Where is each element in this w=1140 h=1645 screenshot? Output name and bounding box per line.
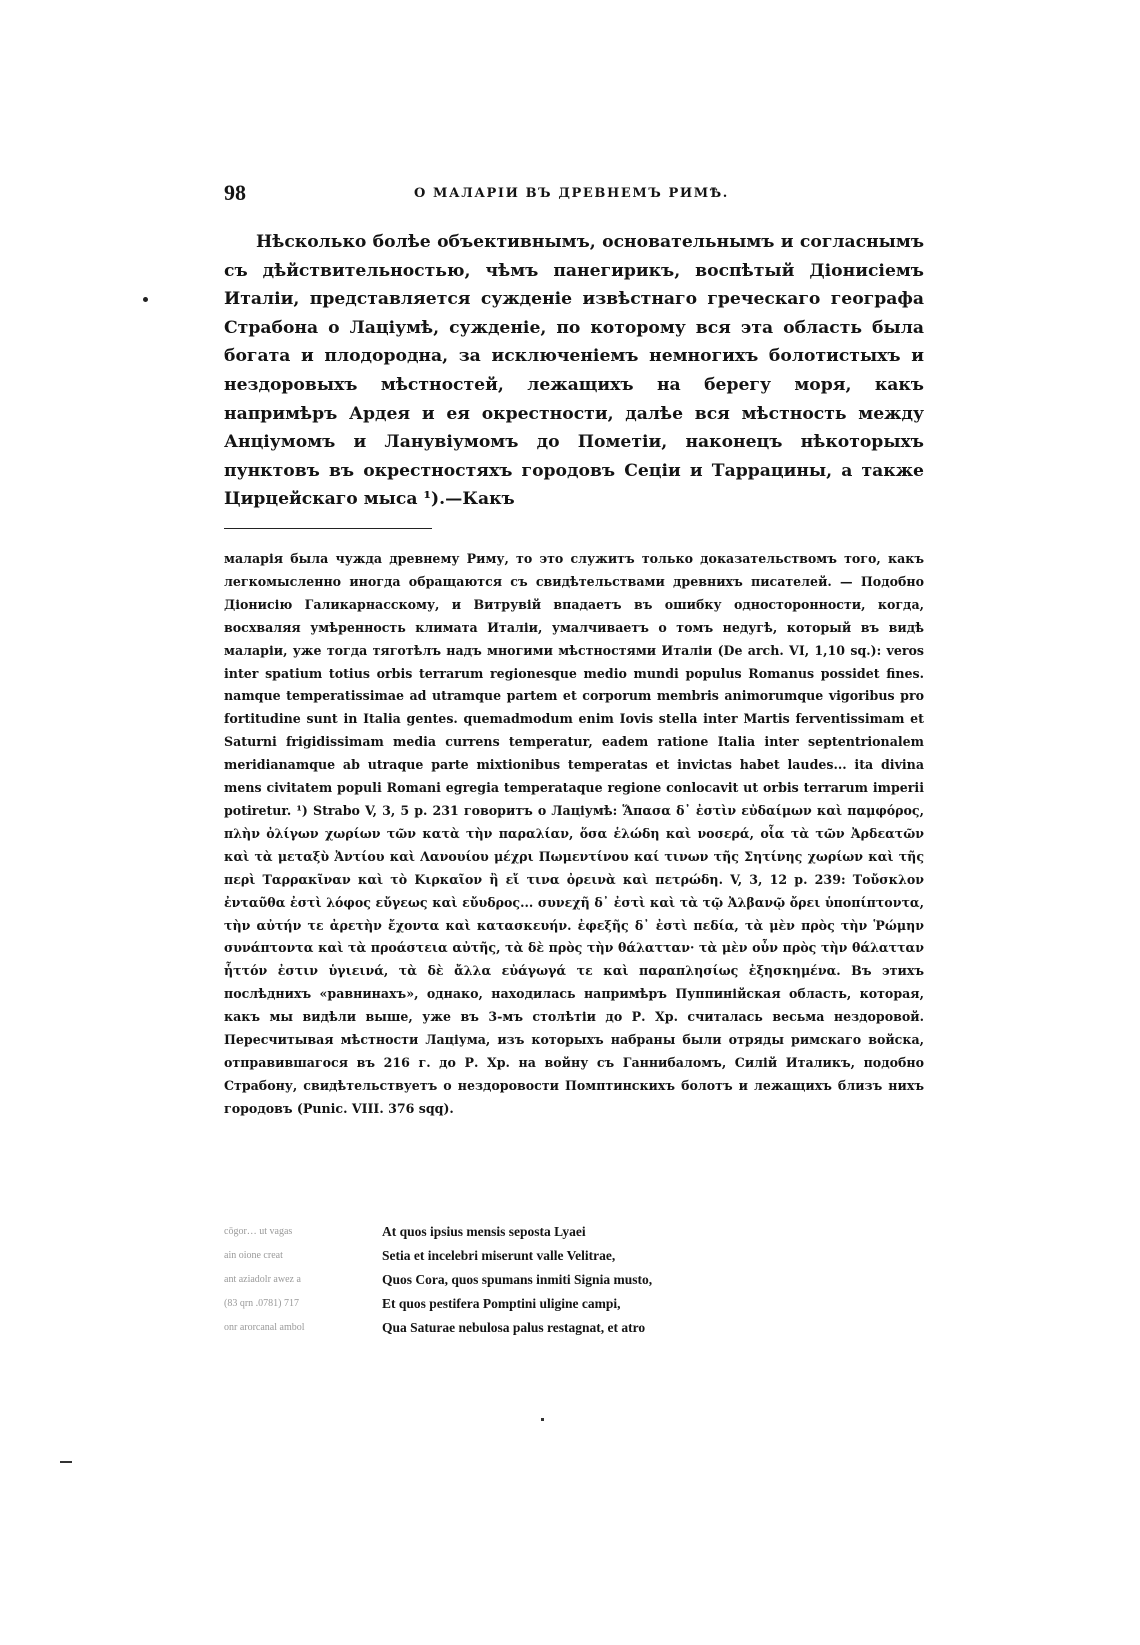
page-header <box>224 180 924 210</box>
scan-speck <box>143 297 148 302</box>
verse-line-text: Setia et incelebri miserunt valle Velitrae, <box>382 1248 616 1263</box>
verse-line-text: Et quos pestifera Pomptini uligine campi, <box>382 1296 621 1311</box>
bleed-through-text: cōgor… ut vagas <box>224 1226 293 1237</box>
verse-line <box>224 1220 924 1244</box>
scan-margin-mark <box>60 1461 72 1463</box>
verse-line <box>224 1244 924 1268</box>
main-paragraph: Нѣсколько болѣе объективнымъ, основательнымъ и согласнымъ съ дѣйствительностью, чѣмъ панегирикъ, воспѣтый Діонисіемъ Италіи, представляется сужденіе извѣстнаго греческаго географа Страбона о Лаціумѣ, сужденіе, по которому вся эта область была богата и плодородна, за исключеніемъ немногихъ болотистыхъ и нездоровыхъ мѣстностей, лежащихъ на берегу моря, какъ напримѣръ Ардея и ея окрестности, далѣе вся мѣстность между Анціумомъ и Ланувіумомъ до Пометіи, наконецъ нѣкоторыхъ пунктовъ въ окрестностяхъ городовъ Сеціи и Таррацины, а также Цирцейскаго мыса ¹).—Какъ <box>224 232 924 510</box>
verse-line-text: Qua Saturae nebulosa palus restagnat, et atro <box>382 1320 646 1335</box>
bleed-through-text: (83 qrn .0781) 717 <box>224 1298 299 1309</box>
verse-line-text: At quos ipsius mensis seposta Lyaei <box>382 1224 586 1239</box>
bleed-through-text: ain oione creat <box>224 1250 283 1261</box>
verse-line-text: Quos Cora, quos spumans inmiti Signia musto, <box>382 1272 653 1287</box>
running-title: О МАЛАРІИ ВЪ ДРЕВНЕМЪ РИМѢ. <box>414 186 729 201</box>
scan-speck <box>541 1418 544 1421</box>
footnote-separator <box>224 528 432 529</box>
verse-quotation <box>224 1220 924 1340</box>
footnote-text: маларія была чужда древнему Риму, то это служитъ только доказательствомъ того, какъ легкомысленно иногда обращаются съ свидѣтельствами древнихъ писателей. — Подобно Діонисію Галикарнасскому, и Витрувій впадаетъ въ ошибку односторонности, когда, восхваляя умѣренность климата Италіи, умалчиваетъ о томъ недугѣ, который въ видѣ маларіи, уже тогда тяготѣлъ надъ многими мѣстностями Италіи (De arch. VI, 1,10 sq.): veros inter spatium totius orbis terrarum regionesque medio mundi populus Romanus possidet fines. namque temperatissimae ad utramque partem et corporum membris animorumque vigoribus pro fortitudine sunt in Italia gentes. quemadmodum enim Iovis stella inter Martis ferventissimam et Saturni frigidissimam media currens temperatur, eadem ratione Italia inter septentrionalem meridianamque ab utraque parte mixtionibus temperatas et invictas habet laudes... ita divina mens civitatem populi Romani egregia temperataque regione conlocavit ut orbis terrarum imperii potiretur. ¹) Strabo V, 3, 5 p. 231 говоритъ о Лаціумѣ: Ἅπασα δ᾽ ἐστὶν εὐδαίμων καὶ παμφόρος, πλὴν ὀλίγων χωρίων τῶν κατὰ τὴν παραλίαν, ὅσα ἑλώδη καὶ νοσερά, οἷα τὰ τῶν Ἀρδεατῶν καὶ τὰ μεταξὺ Ἀντίου καὶ Λανουίου μέχρι Πωμεντίνου καί τινων τῆς Σητίνης χωρίων καὶ τῆς περὶ Ταρρακῖναν καὶ τὸ Κιρκαῖον ἢ εἴ τινα ὀρεινὰ καὶ πετρώδη. V, 3, 12 p. 239: Τοὔσκλον ἐνταῦθα ἐστὶ λόφος εὔγεως καὶ εὔυδρος... συνεχῆ δ᾽ ἐστὶ καὶ τὰ τῷ Ἀλβανῷ ὄρει ὑποπίπτοντα, τὴν αὐτήν τε ἀρετὴν ἔχοντα καὶ κατασκευήν. ἐφεξῆς δ᾽ ἐστὶ πεδία, τὰ μὲν πρὸς τὴν Ῥώμην συνάπτοντα καὶ τὰ προάστεια αὐτῆς, τὰ δὲ πρὸς τὴν θάλατταν· τὰ μὲν οὖν πρὸς τὴν θάλατταν ἧττόν ἐστιν ὑγιεινά, τὰ δὲ ἄλλα εὐάγωγά τε καὶ παραπλησίως ἐξησκημένα. Въ этихъ послѣднихъ «равнинахъ», однако, находилась напримѣръ Пуппинійская область, которая, какъ мы видѣли выше, уже въ 3-мъ столѣтіи до Р. Хр. считалась весьма нездоровой. Пересчитывая мѣстности Лаціума, изъ которыхъ набраны были отряды римскаго войска, отправившагося въ 216 г. до Р. Хр. на войну съ Ганнибаломъ, Силій Италикъ, подобно Страбону, свидѣтельствуетъ о нездоровости Помптинскихъ болотъ и лежащихъ близъ нихъ городовъ (Punic. VIII. 376 sqq). <box>224 551 924 1116</box>
page-number: 98 <box>224 180 246 205</box>
bleed-through-text: onr arorcanal ambol <box>224 1322 305 1333</box>
verse-line <box>224 1268 924 1292</box>
verse-line <box>224 1316 924 1340</box>
bleed-through-text: ant aziadolr awez a <box>224 1274 301 1285</box>
verse-line <box>224 1292 924 1316</box>
